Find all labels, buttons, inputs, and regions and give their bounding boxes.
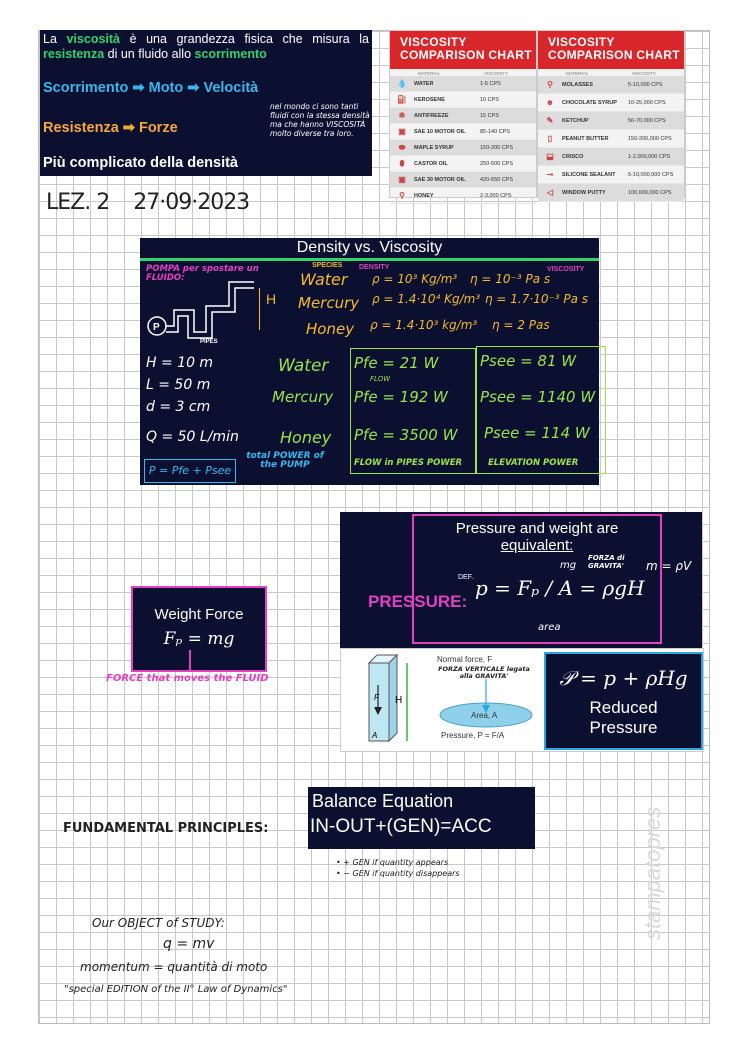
chocolate-bottle-icon: ☻ [545,97,555,107]
intro-keyword-viscosity: viscosità [66,32,120,46]
fluid-name-mercury: Mercury [298,294,360,312]
snowflake-icon: ❄ [398,110,406,120]
material-viscosity: 50-70,000 CPS [628,117,666,124]
chart-rows [390,76,536,204]
area-note: area [538,622,561,633]
col-material: MATERIAL [566,71,589,76]
putty-knife-icon: ◁ [546,187,554,197]
material-name: SILICONE SEALANT [562,171,616,178]
material-viscosity: 150-200 CPS [480,144,514,151]
material-viscosity: 5-10,000,000 CPS [628,171,674,178]
fluid-name-water: Water [300,270,348,289]
pump-label: POMPA per spostare un FLUIDO: [146,264,259,283]
height-label: H [266,291,277,307]
pressure-title-equivalent: equivalent [500,537,570,554]
material-viscosity: 10 CPS [480,96,499,103]
lesson-date: 27·09·2023 [133,190,250,215]
dynamics-law-note: "special EDITION of the II° Law of Dynamics" [64,984,288,995]
viscosity-mercury: η = 1.7·10⁻³ Pa s [485,292,589,306]
chart-row [390,124,536,140]
material-viscosity: 250-500 CPS [480,160,514,167]
material-viscosity: 5-10,000 CPS [628,81,663,88]
elevation-power-caption: ELEVATION POWER [488,458,579,468]
pipes-label: PIPES [200,339,218,345]
chart-row [538,130,684,148]
chart-columns [390,69,536,76]
fuel-can-icon: ⛽ [397,94,407,104]
viscosity-honey: η = 2 Pas [492,318,550,332]
intro-text: di un fluido allo [107,47,192,61]
intro-text: è una grandezza fisica che misura la [129,32,370,46]
intro-word: La [43,32,57,46]
row-water: Water [278,356,329,376]
chart-title: VISCOSITY [400,35,467,49]
param-height: H = 10 m [146,355,214,371]
chart-subtitle: COMPARISON CHART [400,48,532,62]
watermark: stampatopres [640,806,665,940]
pressure-label: PRESSURE: [368,592,468,611]
area-symbol: A [372,731,378,740]
reduced-pressure-box [544,652,703,750]
force-symbol: F [374,693,379,702]
board-title: Density vs. Viscosity [140,238,599,261]
total-power-box: P = Pfe + Psee [144,459,236,483]
chart-subtitle: COMPARISON CHART [548,48,680,62]
vertical-force-note: FORZA VERTICALE legata alla GRAVITA' [438,665,530,680]
chart-row [538,94,684,112]
material-name: SAE 10 MOTOR OIL [414,128,466,135]
material-viscosity: 10-25,000 CPS [628,99,666,106]
fundamental-principles-heading: FUNDAMENTAL PRINCIPLES: [63,821,269,836]
intro-keyword-flow: scorrimento [194,47,267,61]
intro-force-row: Resistenza ➡ Forze [43,120,178,136]
viscosity-header: VISCOSITY [547,266,585,273]
pressure-board [340,512,702,648]
reduced-pressure-label [546,698,701,738]
density-viscosity-board [140,238,599,485]
flow-power-caption: FLOW in PIPES POWER [354,458,463,468]
material-viscosity: 2-3,000 CPS [480,192,512,199]
shortening-icon: ⬓ [546,151,554,161]
material-name: WATER [414,80,434,87]
honey-dipper-icon: ⚲ [399,190,405,200]
weight-force-box [131,586,267,672]
density-water: ρ = 10³ Kg/m³ [372,272,458,286]
drop-icon: 💧 [397,78,407,88]
material-name: KETCHUP [562,117,589,124]
chart-row [538,184,684,202]
balance-note-appears: • + GEN if quantity appears [336,858,449,867]
balance-notes [336,857,460,879]
material-name: CASTOR OIL [414,160,448,167]
pfe-water: Pfe = 21 W [354,354,439,372]
intro-density-row: Più complicato della densità [43,155,238,171]
definition-marker: DEF. [458,574,474,581]
sealant-gun-icon: ⊸ [546,169,554,179]
pfe-mercury: Pfe = 192 W [354,388,448,406]
material-name: SAE 30 MOTOR OIL [414,176,466,183]
lesson-label: LEZ. 2 [46,190,110,215]
param-diameter: d = 3 cm [146,399,211,415]
weight-arrow [189,650,191,672]
material-name: MAPLE SYRUP [414,144,454,151]
momentum-formula: q = mv [163,936,215,952]
ketchup-icon: ✎ [546,115,554,125]
height-marker [259,288,260,330]
oil-can-icon: ▣ [398,126,406,136]
intro-box [40,30,372,176]
balance-equation: IN-OUT+(GEN)=ACC [310,816,492,837]
col-viscosity: VISCOSITY [632,71,657,76]
intro-flow-row: Scorrimento ➡ Moto ➡ Velocità [43,80,259,96]
gravity-force-note: FORZA di GRAVITA' [588,554,625,570]
chart-row [538,112,684,130]
height-symbol: H [395,695,403,706]
chart-row [538,148,684,166]
material-viscosity: 150-200,000 CPS [628,135,672,142]
pressure-equation: p = Fₚ / A = ρgH [475,576,645,600]
pressure-definition: Pressure, P = F/A [441,731,505,740]
svg-text:P: P [153,322,160,333]
lesson-heading [46,190,249,215]
material-name: ANTIFREEZE [414,112,449,119]
chart-rows [538,76,684,202]
normal-force-label: Normal force, F [437,655,493,664]
pressure-title-line1: Pressure and weight are [455,520,619,537]
study-heading: Our OBJECT of STUDY: [92,916,225,930]
material-name: PEANUT BUTTER [562,135,609,142]
psee-water: Psee = 81 W [480,352,577,370]
chart-row [390,108,536,124]
pressure-title-colon: : [569,537,574,554]
material-viscosity: 15 CPS [480,112,499,119]
balance-note-disappears: • − GEN if quantity disappears [336,869,460,878]
syrup-bottle-icon: ⬬ [398,142,406,152]
balance-equation-box [308,787,535,849]
balance-title: Balance Equation [312,791,454,811]
chart-row [390,76,536,92]
param-flow-rate: Q = 50 L/min [146,429,239,445]
viscosity-chart-2 [537,30,685,198]
density-mercury: ρ = 1.4·10⁴ Kg/m³ [372,292,481,306]
chart-row [390,172,536,188]
weight-force-note: FORCE that moves the FLUID [106,673,269,684]
material-name: WINDOW PUTTY [562,189,606,196]
pfe-flow-subscript: FLOW [370,375,391,383]
material-name: CRISCO [562,153,584,160]
psee-mercury: Psee = 1140 W [480,388,596,406]
pressure-title-line2 [414,537,660,554]
fluid-name-honey: Honey [306,320,355,338]
row-mercury: Mercury [272,388,334,406]
row-honey: Honey [280,428,332,447]
oil-can-icon: ▣ [398,174,406,184]
chart-row [390,140,536,156]
reduced-pressure-equation: 𝒫 = p + ρHg [559,666,688,690]
material-name: HONEY [414,192,434,199]
reduced-label-line2: Pressure [589,718,658,737]
chart-row [538,166,684,184]
chart-header [390,31,536,69]
intro-definition [43,32,369,62]
reduced-label-line1: Reduced [589,698,658,717]
species-header: SPECIES [312,262,343,269]
density-honey: ρ = 1.4·10³ kg/m³ [370,318,478,332]
material-name: KEROSENE [414,96,445,103]
col-viscosity: VISCOSITY [484,71,509,76]
jar-icon: ▯ [547,133,553,143]
material-viscosity: 1-5 CPS [480,80,501,87]
viscosity-water: η = 10⁻³ Pa s [470,272,551,286]
col-material: MATERIAL [418,71,441,76]
material-name: MOLASSES [562,81,593,88]
pfe-honey: Pfe = 3500 W [354,426,458,444]
density-header: DENSITY [359,264,390,271]
oil-drop-icon: ⬮ [399,158,405,168]
viscosity-chart-1 [389,30,537,198]
chart-row [390,156,536,172]
material-viscosity: 1-2,000,000 CPS [628,153,671,160]
intro-keyword-resistance: resistenza [43,47,105,61]
mg-note: mg [560,560,577,571]
material-viscosity: 100,000,000 CPS [628,189,672,196]
material-name: CHOCOLATE SYRUP [562,99,617,106]
weight-force-title: Weight Force [154,606,244,623]
material-viscosity: 85-140 CPS [480,128,510,135]
chart-header [538,31,684,69]
momentum-definition: momentum = quantità di moto [80,960,268,974]
chart-title: VISCOSITY [548,35,615,49]
chart-row [390,188,536,204]
pump-parameters [146,352,239,448]
chart-row [390,92,536,108]
chart-columns [538,69,684,76]
psee-honey: Psee = 114 W [484,424,590,442]
pump-diagram [144,280,254,352]
area-label: Area, A [471,711,498,720]
param-length: L = 50 m [146,377,211,393]
mass-note: m = ρV [646,559,692,573]
chart-row [538,76,684,94]
weight-force-equation: Fₚ = mg [163,629,235,649]
spoon-icon: ⚲ [547,79,553,89]
total-power-note: total POWER of the PUMP [246,451,324,470]
intro-handwritten-note: nel mondo ci sono tanti fluidi con la stessa densità ma che hanno VISCOSITÀ molto diverse tra loro. [270,102,370,138]
material-viscosity: 420-650 CPS [480,176,514,183]
